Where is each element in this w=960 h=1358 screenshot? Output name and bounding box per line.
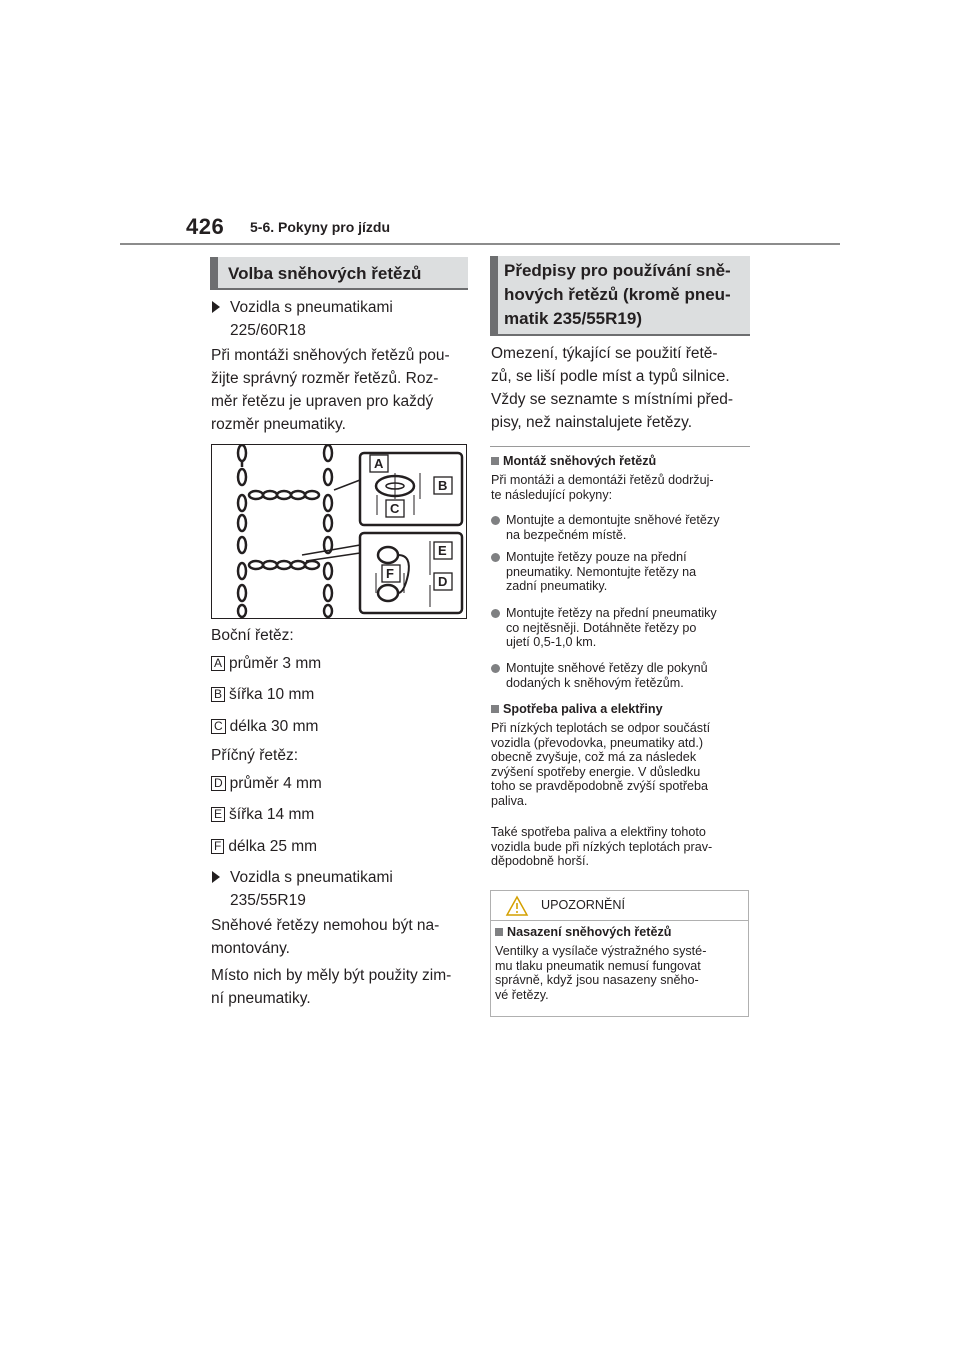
label-tag: B	[211, 687, 225, 702]
triangle-bullet-icon	[212, 301, 220, 313]
circle-bullet-icon	[491, 516, 500, 525]
section-heading-text: Volba sněhových řetězů	[228, 264, 422, 283]
bullet-item	[491, 550, 696, 594]
bullet-item	[491, 606, 717, 650]
tire-item-1-line2: 225/60R18	[230, 322, 306, 339]
tire-item-2-line1: Vozidla s pneumatikami	[230, 869, 393, 886]
para-line: Také spotřeba paliva a elektřiny tohoto	[491, 825, 706, 839]
legend-item-D	[211, 775, 322, 793]
circle-bullet-icon	[491, 553, 500, 562]
page-number: 426	[186, 214, 225, 239]
legend-item-F	[211, 838, 317, 856]
chapter-title: 5-6. Pokyny pro jízdu	[250, 219, 391, 235]
para-line: pneumatiky. Nemontujte řetězy na	[506, 564, 697, 579]
label-tag: E	[211, 807, 225, 822]
para-line: obecně zvyšuje, což má za následek	[491, 750, 697, 764]
heading-line: matik 235/55R19)	[504, 309, 642, 328]
para-line: ujetí 0,5-1,0 km.	[506, 635, 597, 649]
warning-box	[490, 890, 749, 1017]
para-line: toho se pravděpodobně zvýší spotřeba	[491, 779, 709, 793]
paragraph-chain-size	[211, 344, 450, 436]
para-line: mu tlaku pneumatik nemusí fungovat	[495, 958, 701, 973]
callout-E: E	[438, 543, 447, 558]
callout-B: B	[438, 478, 448, 493]
heading-line: Předpisy pro používání sně-	[504, 261, 731, 280]
para-line: Při montáži sněhových řetězů pou-	[211, 347, 450, 364]
para-line: zů, se liší podle míst a typů silnice.	[491, 368, 730, 385]
warning-subtitle	[495, 925, 671, 940]
legend-text: průměr 4 mm	[229, 775, 322, 792]
warning-subtitle-text: Nasazení sněhových řetězů	[507, 925, 672, 939]
square-bullet-icon	[491, 457, 499, 465]
bullet-item	[491, 661, 708, 690]
sec1-title-text: Montáž sněhových řetězů	[503, 454, 657, 468]
circle-bullet-icon	[491, 664, 500, 673]
para-line: Sněhové řetězy nemohou být na-	[211, 917, 440, 934]
sec2-title	[491, 702, 663, 717]
para-line: Omezení, týkající se použití řetě-	[491, 345, 718, 362]
para-line: ní pneumatiky.	[211, 990, 311, 1007]
section-divider	[490, 446, 750, 447]
legend-item-E	[211, 806, 314, 824]
tire-item-2	[212, 866, 393, 912]
legend-text: délka 25 mm	[228, 838, 318, 855]
para-line: Montujte řetězy pouze na přední	[506, 550, 687, 564]
para-line: co nejtěsněji. Dotáhněte řetězy po	[506, 620, 697, 635]
para-line: te následující pokyny:	[491, 487, 613, 502]
legend-text: délka 30 mm	[229, 718, 319, 735]
legend-item-A	[211, 655, 321, 673]
label-tag: F	[211, 839, 224, 854]
para-line: správně, když jsou nasazeny sněho-	[495, 973, 699, 987]
para-line: Vždy se seznamte s místními před-	[491, 391, 734, 408]
para-line: pisy, než nainstalujete řetězy.	[491, 414, 693, 431]
warning-header	[491, 891, 748, 921]
para-line: Místo nich by měly být použity zim-	[211, 967, 452, 984]
side-chain-label: Boční řetěz:	[211, 627, 294, 644]
legend-text: šířka 10 mm	[229, 686, 315, 703]
header-rule	[120, 243, 840, 245]
tire-item-1	[212, 296, 393, 342]
para-line: měr řetězu je upraven pro každý	[211, 393, 434, 410]
circle-bullet-icon	[491, 609, 500, 618]
callout-C: C	[390, 501, 400, 516]
legend-item-B	[211, 686, 314, 704]
para-line: vozidla bude při nízkých teplotách prav-	[491, 839, 713, 854]
callout-D: D	[438, 574, 448, 589]
square-bullet-icon	[495, 928, 503, 936]
tire-item-1-line1: Vozidla s pneumatikami	[230, 299, 393, 316]
sec1-title	[491, 454, 656, 469]
snow-chain-illustration	[212, 445, 466, 618]
callout-A: A	[374, 456, 384, 471]
para-line: Při montáži a demontáži řetězů dodržuj-	[491, 473, 714, 487]
para-line: Montujte sněhové řetězy dle pokynů	[506, 661, 708, 675]
section-heading-regulations	[490, 256, 750, 336]
square-bullet-icon	[491, 705, 499, 713]
bullet-item	[491, 513, 720, 542]
para-line: na bezpečném místě.	[506, 527, 627, 542]
legend-text: průměr 3 mm	[229, 655, 322, 672]
paragraph-winter-tires	[211, 964, 451, 1010]
label-tag: A	[211, 656, 225, 671]
warning-triangle-icon	[505, 895, 529, 917]
para-line: zadní pneumatiky.	[506, 579, 608, 593]
para-line: vozidla (převodovka, pneumatiky atd.)	[491, 735, 704, 750]
para-line: dodaných k sněhovým řetězům.	[506, 675, 684, 690]
para-line: děpodobně horší.	[491, 854, 590, 868]
chain-figure	[211, 444, 467, 619]
para-line: Ventilky a vysílače výstražného systé-	[495, 944, 707, 958]
regulations-intro	[491, 342, 733, 434]
para-line: zvýšení spotřeby energie. V důsledku	[491, 764, 701, 779]
sec2-text2	[491, 825, 712, 869]
legend-text: šířka 14 mm	[229, 806, 315, 823]
para-line: rozměr pneumatiky.	[211, 416, 346, 433]
sec1-text	[491, 473, 714, 502]
heading-line: hových řetězů (kromě pneu-	[504, 285, 731, 304]
para-line: paliva.	[491, 793, 528, 808]
para-line: Montujte a demontujte sněhové řetězy	[506, 513, 720, 527]
label-tag: C	[211, 719, 226, 734]
para-line: montovány.	[211, 940, 290, 957]
sec2-text	[491, 721, 710, 808]
paragraph-no-chains	[211, 914, 439, 960]
callout-F: F	[386, 566, 394, 581]
warning-text	[495, 944, 706, 1002]
para-line: vé řetězy.	[495, 987, 549, 1002]
para-line: žijte správný rozměr řetězů. Roz-	[211, 370, 439, 387]
legend-item-C	[211, 718, 318, 736]
label-tag: D	[211, 776, 226, 791]
tire-item-2-line2: 235/55R19	[230, 892, 306, 909]
cross-chain-label: Příčný řetěz:	[211, 747, 298, 764]
sec2-title-text: Spotřeba paliva a elektřiny	[503, 702, 663, 716]
para-line: Montujte řetězy na přední pneumatiky	[506, 606, 717, 620]
triangle-bullet-icon	[212, 871, 220, 883]
para-line: Při nízkých teplotách se odpor součástí	[491, 721, 711, 735]
section-heading-chain-selection	[210, 257, 468, 290]
warning-title: UPOZORNĚNÍ	[541, 898, 625, 912]
